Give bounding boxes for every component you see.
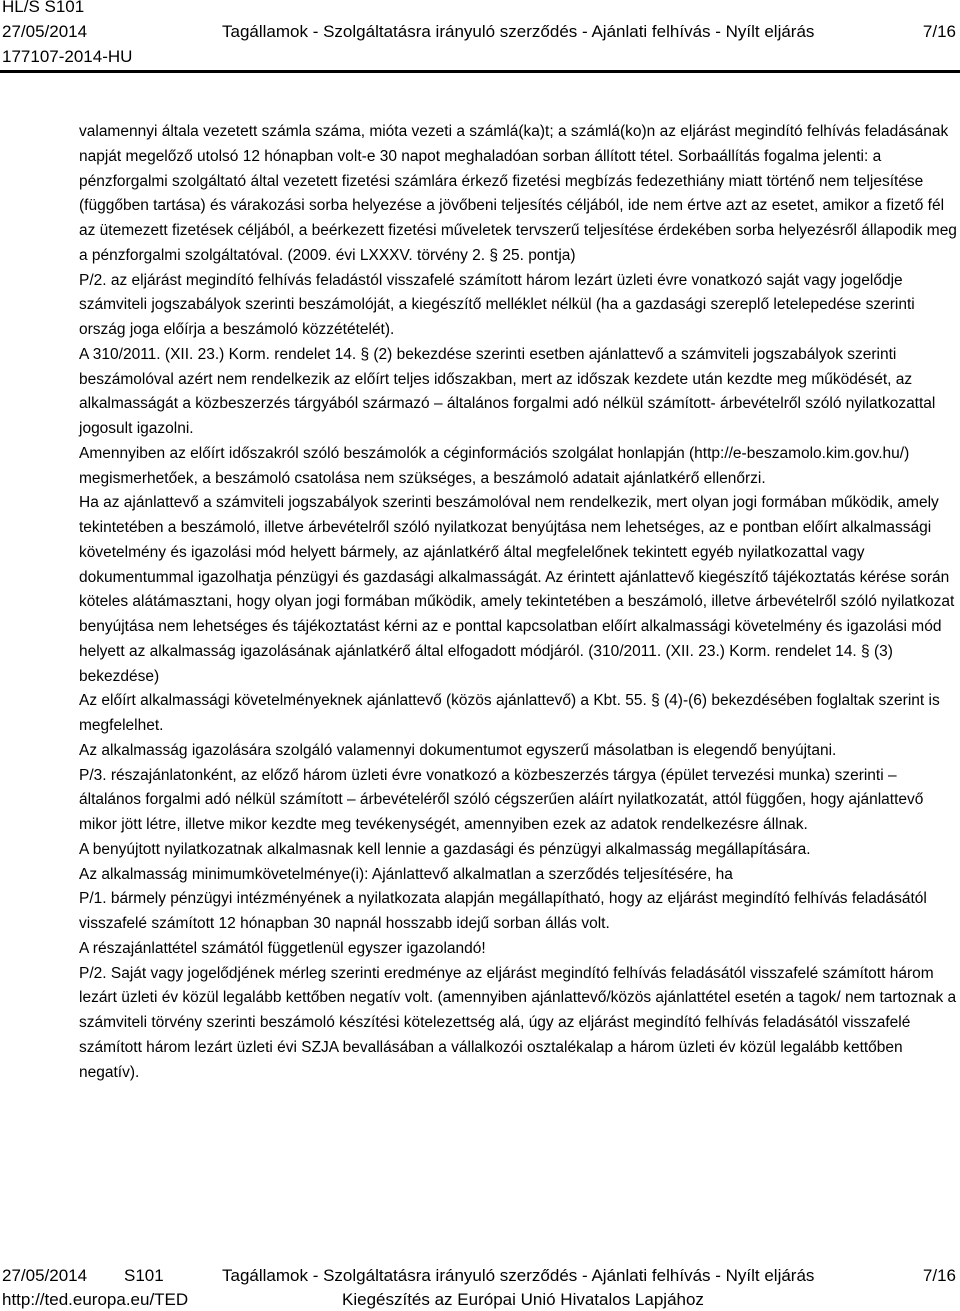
header-title: Tagállamok - Szolgáltatásra irányuló szerződés - Ajánlati felhívás - Nyílt eljárás (222, 22, 815, 41)
footer-url: http://ted.europa.eu/TED (2, 1290, 189, 1309)
paragraph: Amennyiben az előírt időszakról szóló beszámolók a céginformációs szolgálat honlapján (http://e-beszamolo.kim.gov.hu/) megismerhetőek, a beszámoló csatolása nem szükséges, a beszámoló adatait ajánlatkérő ellenőrzi. (79, 444, 910, 487)
page-header (0, 0, 960, 72)
document-body (79, 120, 957, 1085)
paragraph: P/1. bármely pénzügyi intézményének a nyilatkozata alapján megállapítható, hogy az eljárást megindító felhívás feladásától visszafelé számított 12 hónapban 30 napnál hosszabb idejű sorban állás volt. (79, 890, 927, 932)
header-date: 27/05/2014 (2, 22, 88, 41)
footer-title: Tagállamok - Szolgáltatásra irányuló szerződés - Ajánlati felhívás - Nyílt eljárás (222, 1266, 815, 1285)
footer-page-number: 7/16 (922, 1266, 956, 1285)
header-code: HL/S S101 (2, 0, 85, 16)
header-page-number: 7/16 (922, 22, 956, 41)
paragraph: Az alkalmasság igazolására szolgáló valamennyi dokumentumot egyszerű másolatban is elegendő benyújtani. (79, 741, 837, 759)
paragraph: Ha az ajánlattevő a számviteli jogszabályok szerinti beszámolóval nem rendelkezik, mert olyan jogi formában működik, amely tekintetében a beszámoló, illetve árbevételről szóló nyilatkozat benyújtása nem lehetséges, az e pontban előírt alkalmassági követelmény és igazolási mód helyett bármely, az ajánlatkérő által megfelelőnek tekintett egyéb nyilatkozattal vagy dokumentummal igazolhatja pénzügyi és gazdasági alkalmasságát. Az érintett ajánlattevő kiegészítő tájékoztatás kérése során köteles alátámasztani, hogy olyan jogi formában működik, amely tekintetében a beszámoló, illetve árbevételről szóló nyilatkozat benyújtása nem lehetséges és tájékoztatást kérni az e ponttal kapcsolatban előírt alkalmassági követelmény és igazolási mód helyett az alkalmasság igazolásának ajánlatkérő által elfogadott módjáról. (310/2011. (XII. 23.) Korm. rendelet 14. § (3) bekezdése) (79, 494, 955, 685)
paragraph: P/3. részajánlatonként, az előző három üzleti évre vonatkozó a közbeszerzés tárgya (épület tervezési munka) szerinti – általános forgalmi adó nélkül számított – árbevételéről szóló cégszerűen aláírt nyilatkozatát, attól függően, hogy ajánlattevő mikor jött létre, illetve mikor kezdte meg tevékenységét, amennyiben ezek az adatok rendelkezésre állnak. (79, 766, 924, 833)
paragraph: Az alkalmasság minimumkövetelménye(i): Ajánlattevő alkalmatlan a szerződés teljesítésére, ha (79, 865, 733, 883)
paragraph: Az előírt alkalmassági követelményeknek ajánlattevő (közös ajánlattevő) a Kbt. 55. § (4)-(6) bekezdésében foglaltak szerint is megfelelhet. (79, 692, 940, 734)
paragraph: P/2. az eljárást megindító felhívás feladástól visszafelé számított három lezárt üzleti évre vonatkozó saját vagy jogelődje számviteli jogszabályok szerinti beszámolóját, a kiegészítő melléklet nélkül (ha a gazdasági szereplő letelepedése szerinti ország joga előírja a beszámoló közzétételét). (79, 271, 915, 338)
page-footer (0, 1264, 960, 1311)
paragraph: A 310/2011. (XII. 23.) Korm. rendelet 14. § (2) bekezdése szerinti esetben ajánlattevő a számviteli jogszabályok szerinti beszámolóval azért nem rendelkezik az előírt teljes időszakban, mert az időszak kezdete után kezdte meg működését, az alkalmasságát a közbeszerzés tárgyából származó – általános forgalmi adó nélkül számított- árbevételről szóló nyilatkozattal jogosult igazolni. (79, 345, 936, 437)
paragraph: A benyújtott nyilatkozatnak alkalmasnak kell lennie a gazdasági és pénzügyi alkalmasság megállapítására. (79, 840, 811, 858)
footer-date: 27/05/2014 (2, 1266, 88, 1285)
header-rule (0, 70, 960, 73)
paragraph: valamennyi általa vezetett számla száma, mióta vezeti a számlá(ka)t; a számlá(ko)n az eljárást megindító felhívás feladásának napját megelőző utolsó 12 hónapban volt-e 30 napot meghaladóan sorban állított tétel. Sorbaállítás fogalma jelenti: a pénzforgalmi szolgáltató által vezetett fizetési számlára érkező fizetési megbízás fedezethiány miatt történő nem teljesítése (függőben tartása) és várakozási sorba helyezése a jövőbeni teljesítés céljából, ide nem értve azt az esetet, amikor a fizető fél az ütemezett fizetések céljából, a beérkezett fizetési műveletek tervszerű teljesítése érdekében sorba helyezésről állapodik meg a pénzforgalmi szolgáltatóval. (2009. évi LXXXV. törvény 2. § 25. pontja) (79, 123, 957, 264)
header-ref: 177107-2014-HU (2, 47, 133, 66)
footer-publisher: Kiegészítés az Európai Unió Hivatalos Lapjához (342, 1290, 704, 1309)
paragraph: A részajánlattétel számától függetlenül egyszer igazolandó! (79, 939, 486, 957)
footer-series: S101 (124, 1266, 164, 1285)
paragraph: P/2. Saját vagy jogelődjének mérleg szerinti eredménye az eljárást megindító felhívás feladásától visszafelé számított három lezárt üzleti év közül legalább kettőben negatív volt. (amennyiben ajánlattevő/közös ajánlattétel esetén a tagok/ nem tartoznak a számviteli törvény szerinti beszámoló készítési kötelezettség alá, úgy az eljárást megindító felhívás feladásától visszafelé számított három lezárt üzleti évi SZJA bevallásában a vállalkozói osztalékalap a három üzleti év közül legalább kettőben negatív). (79, 964, 957, 1081)
